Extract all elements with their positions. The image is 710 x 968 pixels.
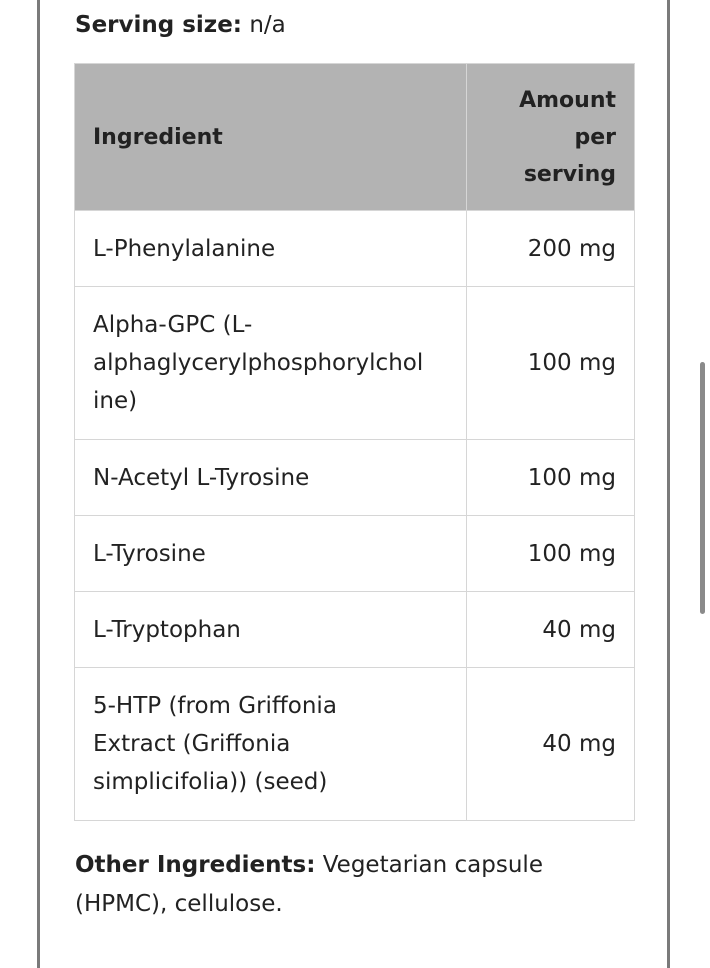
- scrollbar[interactable]: [700, 362, 705, 614]
- serving-size: [75, 10, 286, 40]
- ingredient-line: 5-HTP (from Griffonia: [93, 693, 337, 719]
- ingredient-line: simplicifolia)) (seed): [93, 769, 328, 795]
- header-amount-line2: per: [574, 124, 616, 150]
- ingredient-cell: [75, 287, 467, 440]
- amount-cell: 200 mg: [466, 211, 634, 287]
- table-row: [75, 516, 635, 592]
- ingredient-line: Alpha-GPC (L-: [93, 312, 253, 338]
- ingredient-cell: L-Tyrosine: [75, 516, 467, 592]
- ingredient-line: alphaglycerylphosphorylchol: [93, 350, 424, 376]
- table-row: [75, 440, 635, 516]
- amount-cell: 100 mg: [466, 516, 634, 592]
- table-header-row: [75, 64, 635, 211]
- header-amount-per-serving: [466, 64, 634, 211]
- header-amount-line1: Amount: [519, 87, 616, 113]
- other-ingredients-value: Vegetarian capsule (HPMC), cellulose.: [75, 852, 543, 917]
- table-row: [75, 211, 635, 287]
- ingredient-line: ine): [93, 388, 138, 414]
- ingredient-cell: [75, 668, 467, 821]
- table-row: [75, 668, 635, 821]
- other-ingredients-label: Other Ingredients:: [75, 852, 316, 878]
- header-amount-line3: serving: [523, 161, 616, 187]
- amount-cell: 40 mg: [466, 668, 634, 821]
- amount-cell: 40 mg: [466, 592, 634, 668]
- amount-cell: 100 mg: [466, 440, 634, 516]
- supplement-facts-table: [74, 63, 635, 821]
- ingredient-line: Extract (Griffonia: [93, 731, 291, 757]
- serving-size-value: n/a: [249, 12, 286, 38]
- ingredient-cell: L-Tryptophan: [75, 592, 467, 668]
- amount-cell: 100 mg: [466, 287, 634, 440]
- serving-size-label: Serving size:: [75, 12, 242, 38]
- ingredient-cell: N-Acetyl L-Tyrosine: [75, 440, 467, 516]
- table-row: [75, 592, 635, 668]
- table-row: [75, 287, 635, 440]
- header-ingredient: Ingredient: [75, 64, 467, 211]
- ingredient-cell: L-Phenylalanine: [75, 211, 467, 287]
- other-ingredients: [75, 846, 595, 924]
